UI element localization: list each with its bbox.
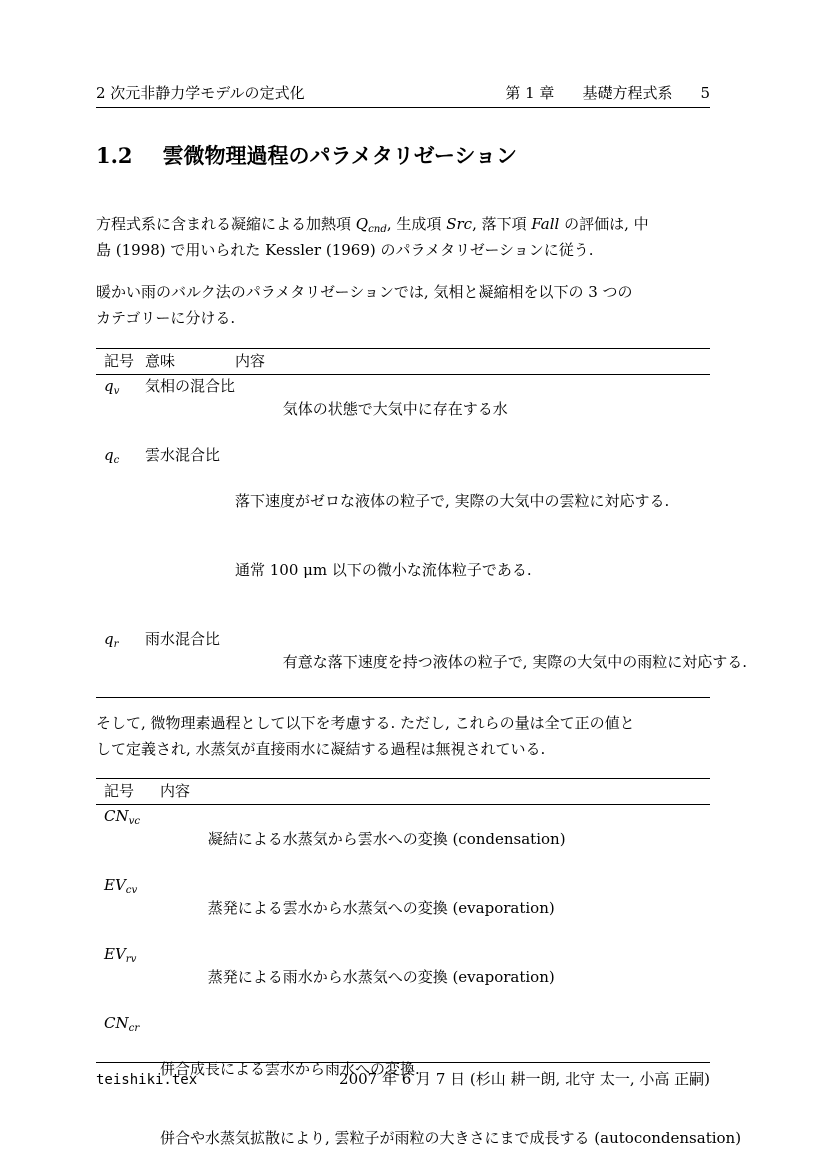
section-heading [96,141,710,171]
desc-line: 併合成長による雲水から雨水への変換. [160,1060,420,1078]
column-header-symbol: 記号 [104,782,135,800]
desc-line: 気体の状態で大気中に存在する水 [282,400,508,418]
symbol-cell [96,805,160,833]
math-token: q [104,377,114,395]
symbol-cell [96,1012,160,1040]
math-token: cr [128,1022,140,1034]
paragraph-line [96,305,710,331]
math-token: vc [128,815,141,827]
math-token: Fall [531,215,560,233]
math-token: q [104,630,114,648]
mixing-ratio-table [96,348,747,698]
desc-line: 落下速度がゼロな液体の粒子で, 実際の大気中の雲粒に対応する. [235,492,670,510]
math-token: EV [104,945,126,963]
table-row [96,375,710,444]
table-header-row [96,779,710,805]
desc-cell [235,444,710,628]
math-token: CN [104,807,129,825]
table-row [96,805,710,874]
math-token: q [104,446,114,464]
desc-line: 蒸発による雲水から水蒸気への変換 (evaporation) [207,899,555,917]
paragraph-line [96,237,710,263]
math-token: して定義され, 水蒸気が直接雨水に凝結する過程は無視されている. [96,740,546,758]
desc-cell [160,943,710,1012]
desc-line: 蒸発による雨水から水蒸気への変換 (evaporation) [207,968,555,986]
desc-line: 併合や水蒸気拡散により, 雲粒子が雨粒の大きさにまで成長する (autocondensation) [160,1129,742,1147]
table-row [96,628,747,697]
desc-line: 有意な落下速度を持つ液体の粒子で, 実際の大気中の雨粒に対応する. [282,653,747,671]
section-number: 1.2 [96,143,133,168]
meaning-cell: 雲水混合比 [145,446,221,464]
math-token: の評価は, 中 [559,215,649,233]
math-token: 暖かい雨のバルク法のパラメタリゼーションでは, 気相と凝縮相を以下の 3 つの [96,283,633,301]
meaning-cell: 雨水混合比 [145,630,221,648]
desc-cell [160,874,710,943]
math-token: カテゴリーに分ける. [96,309,236,327]
paragraph-line [96,279,710,305]
math-token: , 落下項 [472,215,532,233]
footer-rule [96,1062,710,1063]
paragraph-categories [96,279,710,331]
math-token: v [113,385,120,397]
footer-filename: teishiki.tex [96,1072,198,1088]
table-row [96,874,710,943]
table-header-row [96,349,710,375]
table-row [96,943,710,1012]
math-token: rv [125,953,137,965]
paragraph-line [96,710,710,736]
math-token: c [113,454,120,466]
desc-cell [160,1012,741,1169]
math-token: cnd [368,223,387,235]
symbol-cell [96,375,145,403]
math-token: 方程式系に含まれる凝縮による加熱項 [96,215,356,233]
math-token: cv [125,884,138,896]
process-table [96,778,742,1169]
math-token: そして, 微物理素過程として以下を考慮する. ただし, これらの量は全て正の値と [96,714,635,732]
footer-date-authors: 2007 年 6 月 7 日 (杉山 耕一朗, 北守 太一, 小高 正嗣) [339,1070,710,1088]
math-token: CN [104,1014,129,1032]
column-header-symbol: 記号 [104,352,135,370]
header-rule [96,107,710,108]
math-token: Q [355,215,369,233]
desc-line: 通常 100 μm 以下の微小な流体粒子である. [235,561,532,579]
running-title: 2 次元非静力学モデルの定式化 [96,84,305,102]
symbol-cell [96,943,160,971]
math-token: r [113,638,119,650]
section-title: 雲微物理過程のパラメタリゼーション [162,144,518,168]
header-right [505,83,710,103]
chapter-title: 基礎方程式系 [582,84,673,102]
desc-cell [235,375,710,444]
desc-cell [235,628,747,697]
math-token: 島 (1998) で用いられた Kessler (1969) のパラメタリゼーションに従う. [96,241,594,259]
desc-line: 凝結による水蒸気から雲水への変換 (condensation) [207,830,566,848]
paragraph-evaluation [96,211,710,263]
page-footer [96,1068,710,1089]
paragraph-processes [96,710,710,762]
page-header [96,83,710,103]
column-header-content: 内容 [160,782,191,800]
paragraph-line [96,736,710,762]
desc-cell [160,805,710,874]
meaning-cell: 気相の混合比 [145,377,236,395]
paragraph-line [96,211,710,237]
symbol-cell [96,628,145,656]
symbol-cell [96,444,145,472]
page-content [96,0,747,1169]
chapter-label: 第 1 章 [505,84,555,102]
math-token: EV [104,876,126,894]
math-token: Src [446,215,473,233]
math-token: , 生成項 [386,215,447,233]
column-header-content: 内容 [235,352,266,370]
page-number: 5 [700,84,710,102]
table-row [96,444,710,628]
column-header-meaning: 意味 [145,352,176,370]
symbol-cell [96,874,160,902]
table-row [96,1012,742,1169]
